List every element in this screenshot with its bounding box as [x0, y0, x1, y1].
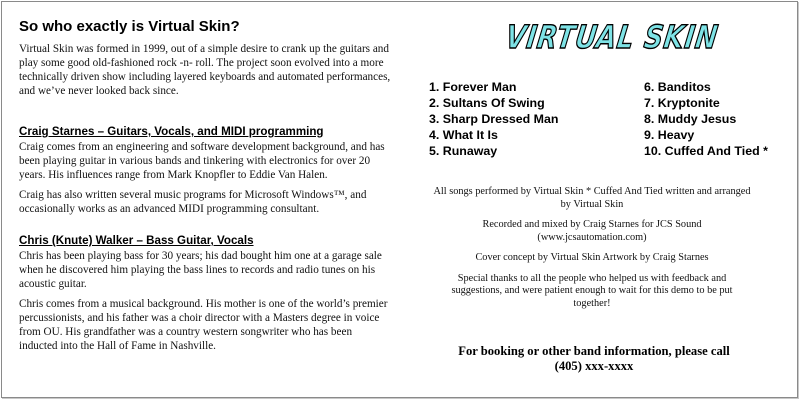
- booking-text: For booking or other band information, please call: [458, 344, 730, 358]
- member-heading: Chris (Knute) Walker – Bass Guitar, Vocals: [19, 234, 254, 247]
- band-bio-panel: [19, 18, 391, 371]
- album-credits: [432, 186, 752, 318]
- track-item: 8. Muddy Jesus: [644, 112, 737, 126]
- member-paragraph: Chris comes from a musical background. His mother is one of the world’s premier percussionists, and his father was a choir director with a Masters degree in voice from OU. His grandfather was a country western songwriter who has been inducted into the Hall of Fame in Nashville.: [19, 298, 388, 352]
- logo-text: VIRTUAL SKIN: [503, 18, 770, 56]
- track-item: 6. Banditos: [644, 80, 711, 94]
- track-item: 1. Forever Man: [429, 80, 517, 94]
- member-paragraph: Craig has also written several music programs for Microsoft Windows™, and occasionally works as an advanced MIDI programming consultant.: [19, 189, 367, 215]
- track-item: 9. Heavy: [644, 128, 695, 142]
- credit-line: Recorded and mixed by Craig Starnes for JCS Sound (www.jcsautomation.com): [482, 219, 702, 243]
- member-section-craig: [19, 125, 391, 216]
- member-paragraph: Craig comes from an engineering and software development background, and has been playing guitar in various bands and tinkering with electronics for over 20 years. His influences range from Mark Knopfler to Eddie Van Halen.: [19, 141, 385, 181]
- track-item: 10. Cuffed And Tied *: [644, 144, 768, 158]
- track-item: 2. Sultans Of Swing: [429, 96, 545, 110]
- booking-phone: (405) xxx-xxxx: [554, 359, 634, 373]
- credit-line: Special thanks to all the people who helped us with feedback and suggestions, and were patient enough to wait for this demo to be put together!: [451, 272, 733, 309]
- booking-info: [434, 344, 754, 374]
- member-heading: Craig Starnes – Guitars, Vocals, and MIDI programming: [19, 125, 324, 138]
- track-item: 7. Kryptonite: [644, 96, 720, 110]
- track-item: 4. What It Is: [429, 128, 498, 142]
- band-logo: [502, 16, 770, 56]
- track-column-1: [429, 79, 558, 159]
- track-item: 3. Sharp Dressed Man: [429, 112, 559, 126]
- member-section-chris: [19, 234, 391, 353]
- insert-card: [1, 1, 798, 398]
- bio-intro: Virtual Skin was formed in 1999, out of a simple desire to crank up the guitars and play some good old-fashioned rock -n- roll. The project soon evolved into a more technically driven show including layered keyboards and automated performances, and we’ve never looked back since.: [19, 43, 391, 97]
- credit-line: Cover concept by Virtual Skin Artwork by Craig Starnes: [475, 252, 709, 263]
- bio-heading: So who exactly is Virtual Skin?: [19, 18, 240, 35]
- credit-line: All songs performed by Virtual Skin * Cuffed And Tied written and arranged by Virtual Skin: [433, 186, 751, 210]
- member-paragraph: Chris has been playing bass for 30 years; his dad bought him one at a garage sale when he discovered him playing the bass lines to records and radio tunes on his acoustic guitar.: [19, 250, 382, 290]
- track-item: 5. Runaway: [429, 144, 498, 158]
- track-column-2: [644, 79, 768, 159]
